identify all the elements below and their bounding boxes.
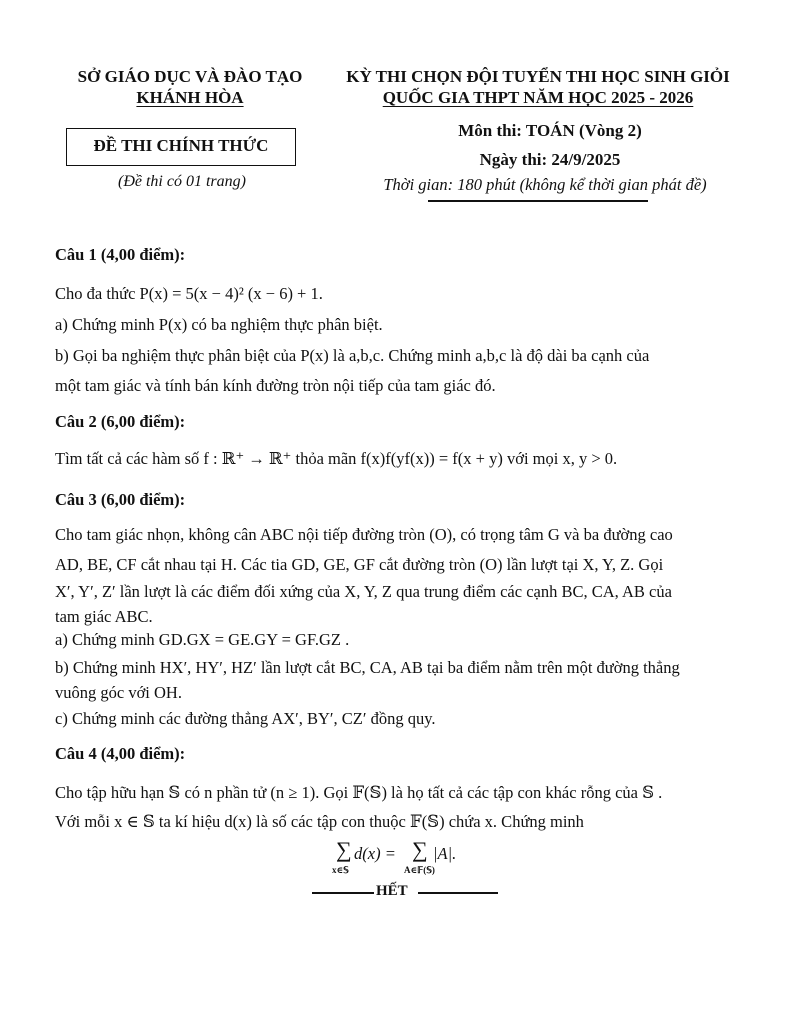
- header-rule: [428, 200, 648, 202]
- q2-line1: Tìm tất cả các hàm số f : ℝ⁺ → ℝ⁺ thỏa mãn f(x)f(yf(x)) = f(x + y) với mọi x, y > 0.: [55, 449, 618, 468]
- sum-sign-left: ∑: [336, 837, 352, 862]
- q3-line8: c) Chứng minh các đường thẳng AX′, BY′, CZ′ đồng quy.: [55, 709, 436, 728]
- sum-subscript-left: x∈𝕊: [332, 865, 349, 875]
- exam-title-line2: QUỐC GIA THPT NĂM HỌC 2025 - 2026: [382, 88, 694, 107]
- end-rule-right: [418, 892, 498, 894]
- sum-sign-right: ∑: [412, 837, 428, 862]
- q3-line3: X′, Y′, Z′ lần lượt là các điểm đối xứng của X, Y, Z qua trung điểm các cạnh BC, CA, AB của: [55, 582, 672, 601]
- q4-line1: Cho tập hữu hạn 𝕊 có n phần tử (n ≥ 1). Gọi 𝔽(𝕊) là họ tất cả các tập con khác rỗng của 𝕊 .: [55, 783, 663, 802]
- sum-subscript-right: A∈𝔽(𝕊): [404, 865, 435, 875]
- q1-line4: một tam giác và tính bán kính đường tròn nội tiếp của tam giác đó.: [55, 376, 496, 395]
- sum-formula: [330, 838, 470, 884]
- sum-lhs: d(x) =: [354, 844, 396, 863]
- duration: Thời gian: 180 phút (không kể thời gian phát đề): [383, 175, 707, 194]
- q3-title: Câu 3 (6,00 điểm):: [55, 490, 186, 509]
- q4-title: Câu 4 (4,00 điểm):: [55, 744, 186, 763]
- department-name: SỞ GIÁO DỤC VÀ ĐÀO TẠO: [77, 67, 303, 86]
- sum-rhs: |A|.: [433, 844, 457, 863]
- exam-date: Ngày thi: 24/9/2025: [479, 150, 621, 169]
- province-name: KHÁNH HÒA: [136, 88, 244, 107]
- official-exam-box: ĐỀ THI CHÍNH THỨC: [66, 128, 296, 166]
- pages-note: (Đề thi có 01 trang): [118, 173, 246, 190]
- q3-line5: a) Chứng minh GD.GX = GE.GY = GF.GZ .: [55, 630, 350, 649]
- exam-title-line1: KỲ THI CHỌN ĐỘI TUYỂN THI HỌC SINH GIỎI: [346, 67, 730, 86]
- q1-line1: Cho đa thức P(x) = 5(x − 4)² (x − 6) + 1.: [55, 284, 323, 303]
- q1-title: Câu 1 (4,00 điểm):: [55, 245, 186, 264]
- q3-line4: tam giác ABC.: [55, 607, 153, 626]
- q2-title: Câu 2 (6,00 điểm):: [55, 412, 186, 431]
- subject: Môn thi: TOÁN (Vòng 2): [458, 121, 642, 140]
- q3-line6: b) Chứng minh HX′, HY′, HZ′ lần lượt cắt BC, CA, AB tại ba điểm nằm trên một đường thẳng: [55, 658, 680, 677]
- q4-line2: Với mỗi x ∈ 𝕊 ta kí hiệu d(x) là số các tập con thuộc 𝔽(𝕊) chứa x. Chứng minh: [55, 812, 584, 831]
- end-rule-left: [312, 892, 374, 894]
- q1-line2: a) Chứng minh P(x) có ba nghiệm thực phân biệt.: [55, 315, 383, 334]
- q3-line1: Cho tam giác nhọn, không cân ABC nội tiếp đường tròn (O), có trọng tâm G và ba đường cao: [55, 525, 673, 544]
- q1-line3: b) Gọi ba nghiệm thực phân biệt của P(x) là a,b,c. Chứng minh a,b,c là độ dài ba cạnh của: [55, 346, 650, 365]
- q3-line2: AD, BE, CF cắt nhau tại H. Các tia GD, GE, GF cắt đường tròn (O) lần lượt tại X, Y, Z. Gọi: [55, 555, 664, 574]
- q3-line7: vuông góc với OH.: [55, 683, 182, 702]
- end-marker: HẾT: [376, 883, 408, 899]
